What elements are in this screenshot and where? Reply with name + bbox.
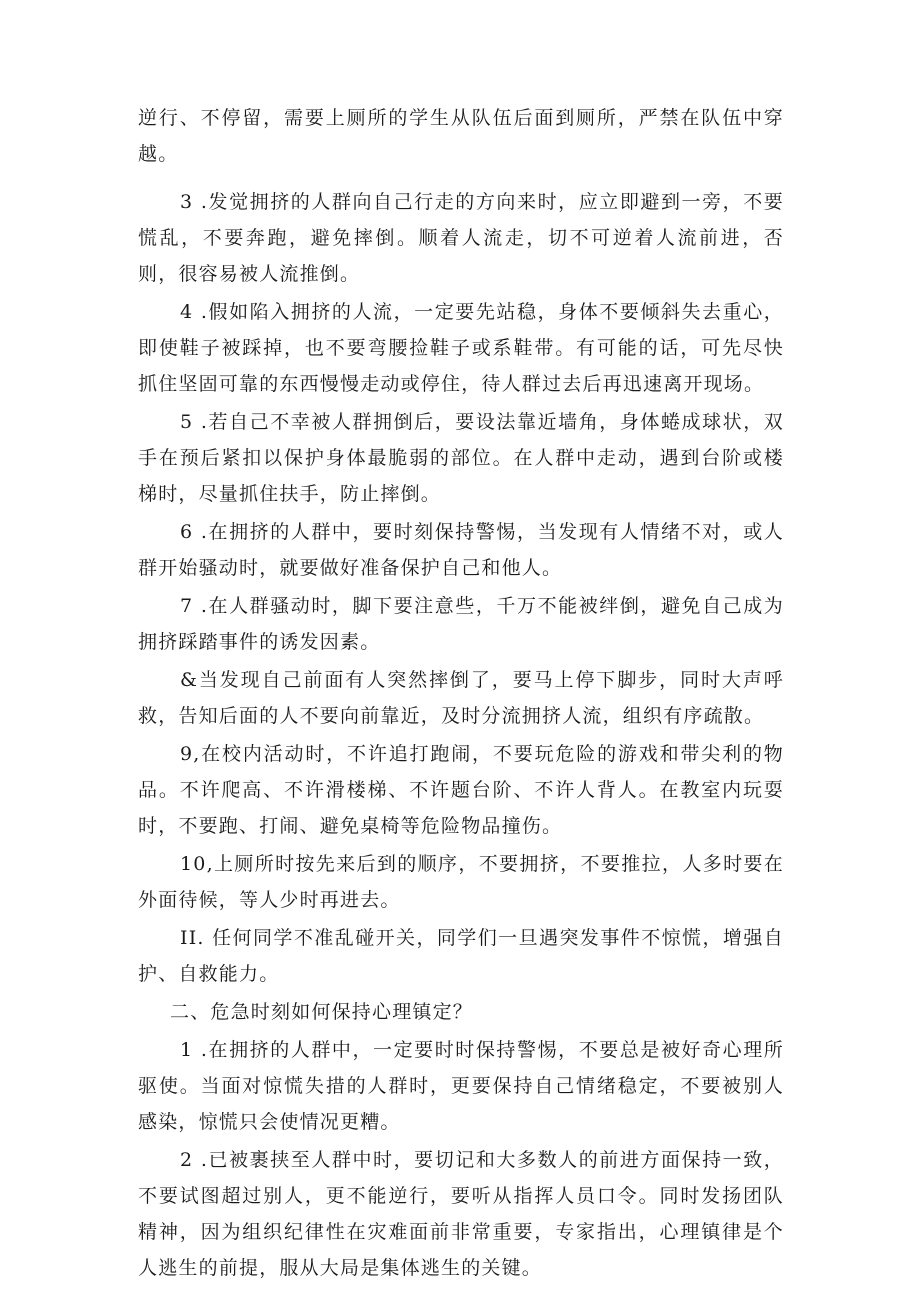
paragraph-item-3: 3 .发觉拥挤的人群向自己行走的方向来时，应立即避到一旁，不要慌乱，不要奔跑，避免摔倒。顺着人流走，切不可逆着人流前进，否则，很容易被人流推倒。	[138, 191, 784, 285]
paragraph-continuation: 逆行、不停留，需要上厕所的学生从队伍后面到厕所，严禁在队伍中穿越。	[138, 107, 784, 165]
paragraph-item-6: 6 .在拥挤的人群中，要时刻保持警惕，当发现有人情绪不对，或人群开始骚动时，就要做好准备保护自己和他人。	[138, 521, 784, 579]
paragraph-item-8: &当发现自己前面有人突然摔倒了，要马上停下脚步，同时大声呼救，告知后面的人不要向前靠近，及时分流拥挤人流，组织有序疏散。	[138, 669, 784, 727]
paragraph-item-7: 7 .在人群骚动时，脚下要注意些，千万不能被绊倒，避免自己成为拥挤踩踏事件的诱发因素。	[138, 595, 784, 653]
section-heading-2: 二、危急时刻如何保持心理镇定？	[170, 1001, 474, 1023]
paragraph-item-5: 5 .若自己不幸被人群拥倒后，要设法靠近墙角，身体蜷成球状，双手在预后紧扣以保护身体最脆弱的部位。在人群中走动，遇到台阶或楼梯时，尽量抓住扶手，防止摔倒。	[138, 411, 784, 505]
paragraph-item-11: II. 任何同学不准乱碰开关，同学们一旦遇突发事件不惊慌，增强自护、自救能力。	[138, 927, 784, 985]
paragraph-section2-item-1: 1 .在拥挤的人群中，一定要时时保持警惕，不要总是被好奇心理所驱使。当面对惊慌失措的人群时，更要保持自己情绪稳定，不要被别人感染，惊慌只会使情况更糟。	[138, 1039, 784, 1133]
paragraph-section2-item-2: 2 .已被裹挟至人群中时，要切记和大多数人的前进方面保持一致，不要试图超过别人，更不能逆行，要听从指挥人员口令。同时发扬团队精神，因为组织纪律性在灾难面前非常重要，专家指出，心理镇律是个人逃生的前提，服从大局是集体逃生的关键。	[138, 1149, 784, 1279]
paragraph-item-9: 9,在校内活动时，不许追打跑闹，不要玩危险的游戏和带尖利的物品。不许爬高、不许滑楼梯、不许题台阶、不许人背人。在教室内玩耍时，不要跑、打闹、避免桌椅等危险物品撞伤。	[138, 743, 784, 837]
paragraph-item-10: 10,上厕所时按先来后到的顺序，不要拥挤，不要推拉，人多时要在外面待候，等人少时再进去。	[138, 853, 784, 911]
document-body	[138, 100, 784, 1288]
paragraph-item-4: 4 .假如陷入拥挤的人流，一定要先站稳，身体不要倾斜失去重心，即使鞋子被踩掉，也不要弯腰捡鞋子或系鞋带。有可能的话，可先尽快抓住坚固可靠的东西慢慢走动或停住，待人群过去后再迅速离开现场。	[138, 301, 784, 395]
